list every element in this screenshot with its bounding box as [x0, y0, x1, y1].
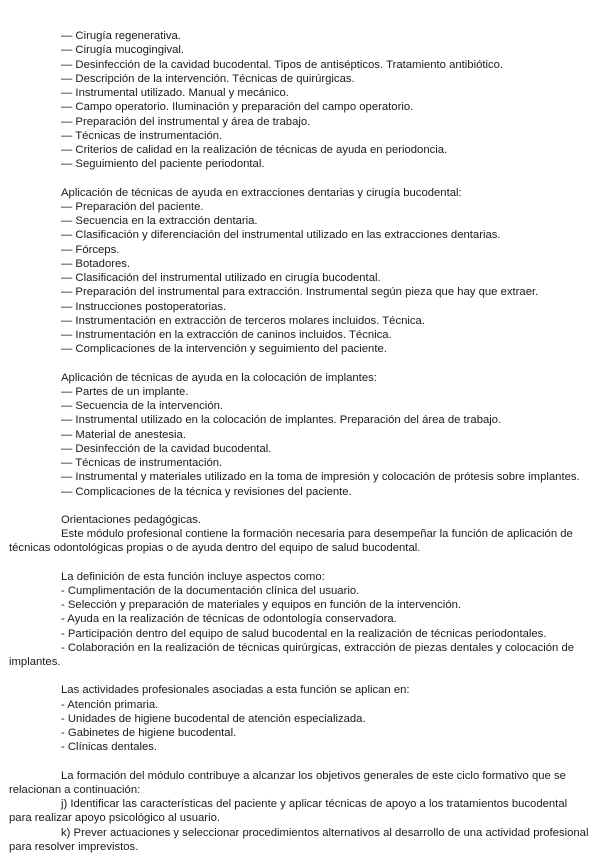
list-item: — Instrumental utilizado en la colocación de implantes. Preparación del área de trabajo. — [61, 414, 502, 427]
objective-k: k) Prever actuaciones y seleccionar procedimientos alternativos al desarrollo de una actividad profesional — [61, 826, 589, 839]
list-item: — Cirugía mucogingival. — [61, 44, 185, 57]
list-item: — Secuencia en la extracción dentaria. — [61, 215, 258, 227]
list-item: — Instrumentación en la extracción de caninos incluidos. Técnica. — [61, 329, 392, 341]
list-item: — Preparación del paciente. — [61, 200, 204, 213]
list-item: — Campo operatorio. Iluminación y preparación del campo operatorio. — [61, 101, 414, 114]
list-item: — Técnicas de instrumentación. — [61, 129, 223, 142]
paragraph-line: técnicas odontológicas propias o de ayuda dentro del equipo de salud bucodental. — [9, 542, 421, 555]
paragraph-line: La formación del módulo contribuye a alcanzar los objetivos generales de este ciclo formativo que se — [61, 769, 566, 782]
section-heading: Aplicación de técnicas de ayuda en la colocación de implantes: — [61, 371, 377, 384]
list-item: — Descripción de la intervención. Técnicas de quirúrgicas. — [61, 72, 355, 85]
orientaciones-section — [9, 513, 573, 556]
list-item: — Seguimiento del paciente periodontal. — [61, 158, 265, 171]
list-item: — Instrumental y materiales utilizado en la toma de impresión y colocación de prótesis sobre implantes. — [61, 471, 580, 484]
list-item: — Instrumentación en extracción de terceros molares incluidos. Técnica. — [61, 314, 425, 327]
list-item: - Colaboración en la realización de técnicas quirúrgicas, extracción de piezas dentales y colocación de — [61, 641, 575, 654]
list-item: - Gabinetes de higiene bucodental. — [61, 727, 237, 739]
list-item: — Técnicas de instrumentación. — [61, 457, 223, 469]
list-item: - Atención primaria. — [61, 698, 159, 711]
list-item: — Partes de un implante. — [61, 385, 189, 398]
list-item: — Complicaciones de la técnica y revisiones del paciente. — [61, 485, 352, 498]
paragraph-line: Este módulo profesional contiene la formación necesaria para desempeñar la función de aplicación de — [61, 528, 573, 540]
implantes-section — [61, 371, 580, 499]
list-item: - Unidades de higiene bucodental de atención especializada. — [61, 712, 366, 725]
objective-j-cont: para realizar apoyo psicológico al usuario. — [9, 812, 220, 825]
list-item: — Material de anestesia. — [61, 428, 186, 441]
list-item: — Desinfección de la cavidad bucodental. Tipos de antisépticos. Tratamiento antibiótico. — [61, 58, 504, 71]
list-item: — Preparación del instrumental para extracción. Instrumental según pieza que hay que extraer. — [61, 286, 539, 299]
list-item: — Clasificación y diferenciación del instrumental utilizado en las extracciones dentarias. — [61, 229, 501, 242]
list-item: - Cumplimentación de la documentación clínica del usuario. — [61, 584, 360, 597]
list-item: — Cirugía regenerativa. — [61, 30, 181, 42]
objective-j: j) Identificar las características del paciente y aplicar técnicas de apoyo a los tratamientos bucodental — [61, 798, 568, 810]
extracciones-section — [61, 186, 572, 357]
section-heading: Las actividades profesionales asociadas a esta función se aplican en: — [61, 684, 410, 697]
list-item: - Selección y preparación de materiales y equipos en función de la intervención. — [61, 599, 462, 611]
list-item: — Fórceps. — [61, 243, 120, 256]
list-item: — Complicaciones de la intervención y seguimiento del paciente. — [61, 343, 387, 356]
actividades-section — [61, 683, 572, 754]
list-item: — Clasificación del instrumental utilizado en cirugía bucodental. — [61, 272, 381, 284]
objetivos-section — [9, 769, 589, 855]
definicion-section — [9, 570, 575, 670]
list-item: - Clínicas dentales. — [61, 741, 158, 754]
list-item: — Secuencia de la intervención. — [61, 400, 224, 412]
list-item: — Instrumental utilizado. Manual y mecánico. — [61, 87, 289, 99]
list-item: - Participación dentro del equipo de salud bucodental en la realización de técnicas periodontales. — [61, 627, 547, 640]
list-item: — Instrucciones postoperatorias. — [61, 300, 227, 313]
paragraph-line: relacionan a continuación: — [9, 783, 141, 796]
list-item: — Desinfección de la cavidad bucodental. — [61, 442, 272, 455]
section-heading: Orientaciones pedagógicas. — [61, 513, 202, 526]
periodoncia-list — [61, 29, 572, 172]
list-item: implantes. — [9, 656, 61, 668]
objective-k-cont: para resolver imprevistos. — [9, 840, 139, 853]
section-heading: La definición de esta función incluye aspectos como: — [61, 570, 325, 583]
list-item: — Preparación del instrumental y área de trabajo. — [61, 115, 311, 128]
section-heading: Aplicación de técnicas de ayuda en extracciones dentarias y cirugía bucodental: — [61, 186, 462, 199]
list-item: - Ayuda en la realización de técnicas de odontología conservadora. — [61, 613, 397, 626]
list-item: — Criterios de calidad en la realización de técnicas de ayuda en periodoncia. — [61, 144, 448, 156]
list-item: — Botadores. — [61, 257, 131, 270]
